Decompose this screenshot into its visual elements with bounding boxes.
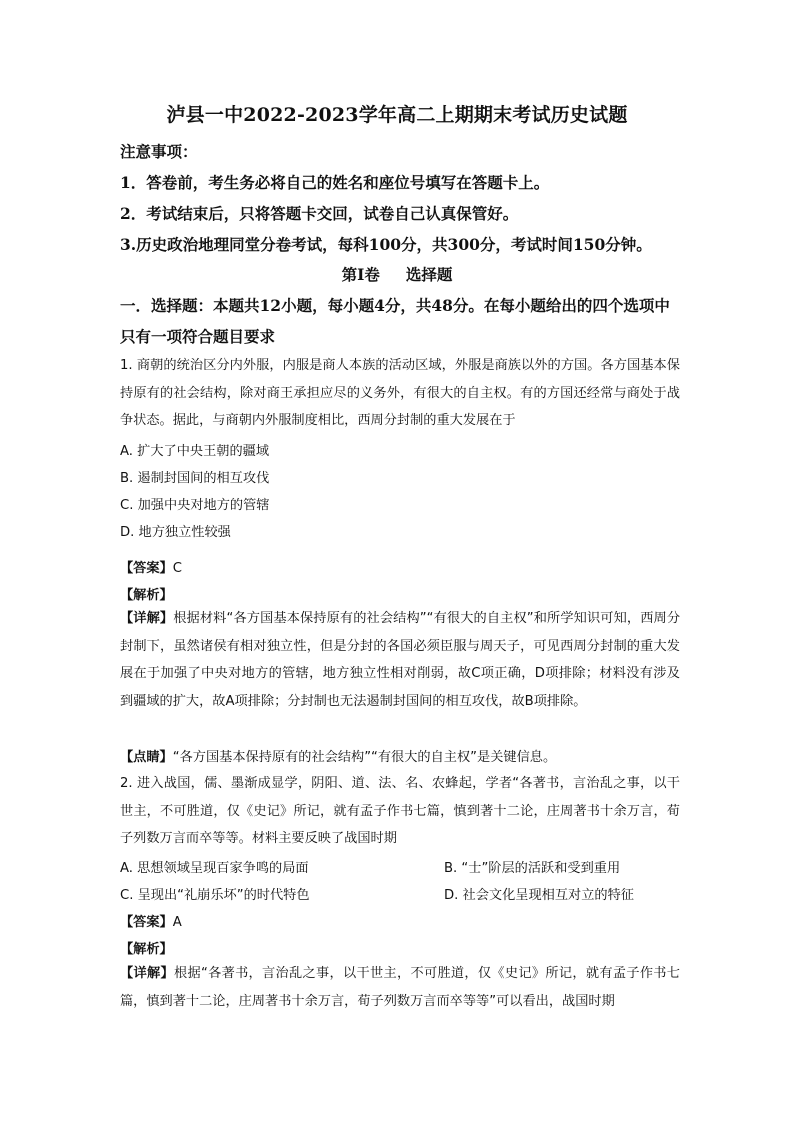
section-label: 第I卷 <box>341 265 380 284</box>
question-1-answer <box>120 557 182 576</box>
question-2-option-d: D. 社会文化呈现相互对立的特征 <box>444 888 634 903</box>
detail-label: 【详解】 <box>120 611 174 626</box>
question-2-option-c: C. 呈现出“礼崩乐坏”的时代特色 <box>120 888 310 903</box>
exam-title: 泸县一中2022-2023学年高二上期期末考试历史试题 <box>166 104 628 126</box>
section-name: 选择题 <box>405 265 453 284</box>
point-text: “各方国基本保持原有的社会结构”“有很大的自主权”是关键信息。 <box>172 750 557 765</box>
question-1-point <box>120 746 556 765</box>
question-2-stem: 2. 进入战国，儒、墨渐成显学，阴阳、道、法、名、农蜂起，学者“各著书，言治乱之事，以干世主，不可胜道，仅《史记》所记，就有孟子作书七篇，慎到著十二论，庄周著书十余万言，荀子列数万言而卒等等。材料主要反映了战国时期 <box>120 776 680 846</box>
answer-value: C <box>172 561 182 576</box>
question-1-option-c: C. 加强中央对地方的管辖 <box>120 498 270 513</box>
question-2-option-a: A. 思想领域呈现百家争鸣的局面 <box>120 861 309 876</box>
question-1-option-b: B. 遏制封国间的相互攻伐 <box>120 471 270 486</box>
answer-label: 【答案】 <box>120 561 173 576</box>
notice-heading: 注意事项： <box>120 142 198 161</box>
notice-item-2: 2．考试结束后，只将答题卡交回，试卷自己认真保管好。 <box>120 204 519 223</box>
part-instructions: 一．选择题：本题共12小题，每小题4分，共48分。在每小题给出的四个选项中只有一项符合题目要求 <box>120 296 670 346</box>
detail-text: 根据“各著书，言治乱之事，以干世主，不可胜道，仅《史记》所记，就有孟子作书七篇，慎到著十二论，庄周著书十余万言，荀子列数万言而卒等等”可以看出，战国时期 <box>120 966 680 1009</box>
question-1-detail <box>120 605 680 715</box>
answer-label: 【答案】 <box>120 915 173 930</box>
detail-text: 根据材料“各方国基本保持原有的社会结构”“有很大的自主权”和所学知识可知，西周分封制下，虽然诸侯有相对独立性，但是分封的各国必须臣服与周天子，可见西周分封制的重大发展在于加强了中央对地方的管辖，地方独立性相对削弱，故C项正确，D项排除；材料没有涉及到疆域的扩大，故A项排除；分封制也无法遏制封国间的相互攻伐，故B项排除。 <box>120 611 681 709</box>
notice-item-1: 1．答卷前，考生务必将自己的姓名和座位号填写在答题卡上。 <box>120 173 550 192</box>
point-label: 【点睛】 <box>120 750 173 765</box>
detail-label: 【详解】 <box>120 966 174 981</box>
question-2-analysis-label: 【解析】 <box>120 942 173 957</box>
question-1-stem: 1. 商朝的统治区分内外服，内服是商人本族的活动区域，外服是商族以外的方国。各方国基本保持原有的社会结构，除对商王承担应尽的义务外，有很大的自主权。有的方国还经常与商处于战争状态。据此，与商朝内外服制度相比，西周分封制的重大发展在于 <box>120 358 680 428</box>
section-header <box>0 263 794 285</box>
question-1-option-d: D. 地方独立性较强 <box>120 525 231 540</box>
question-1-option-a: A. 扩大了中央王朝的疆域 <box>120 444 270 459</box>
notice-item-3: 3.历史政治地理同堂分卷考试，每科100分，共300分，考试时间150分钟。 <box>120 235 652 254</box>
question-2-detail <box>120 960 680 1015</box>
question-1-analysis-label: 【解析】 <box>120 588 173 603</box>
question-2-answer <box>120 911 182 930</box>
question-2-option-b: B. “士”阶层的活跃和受到重用 <box>444 861 621 876</box>
answer-value: A <box>172 915 182 930</box>
